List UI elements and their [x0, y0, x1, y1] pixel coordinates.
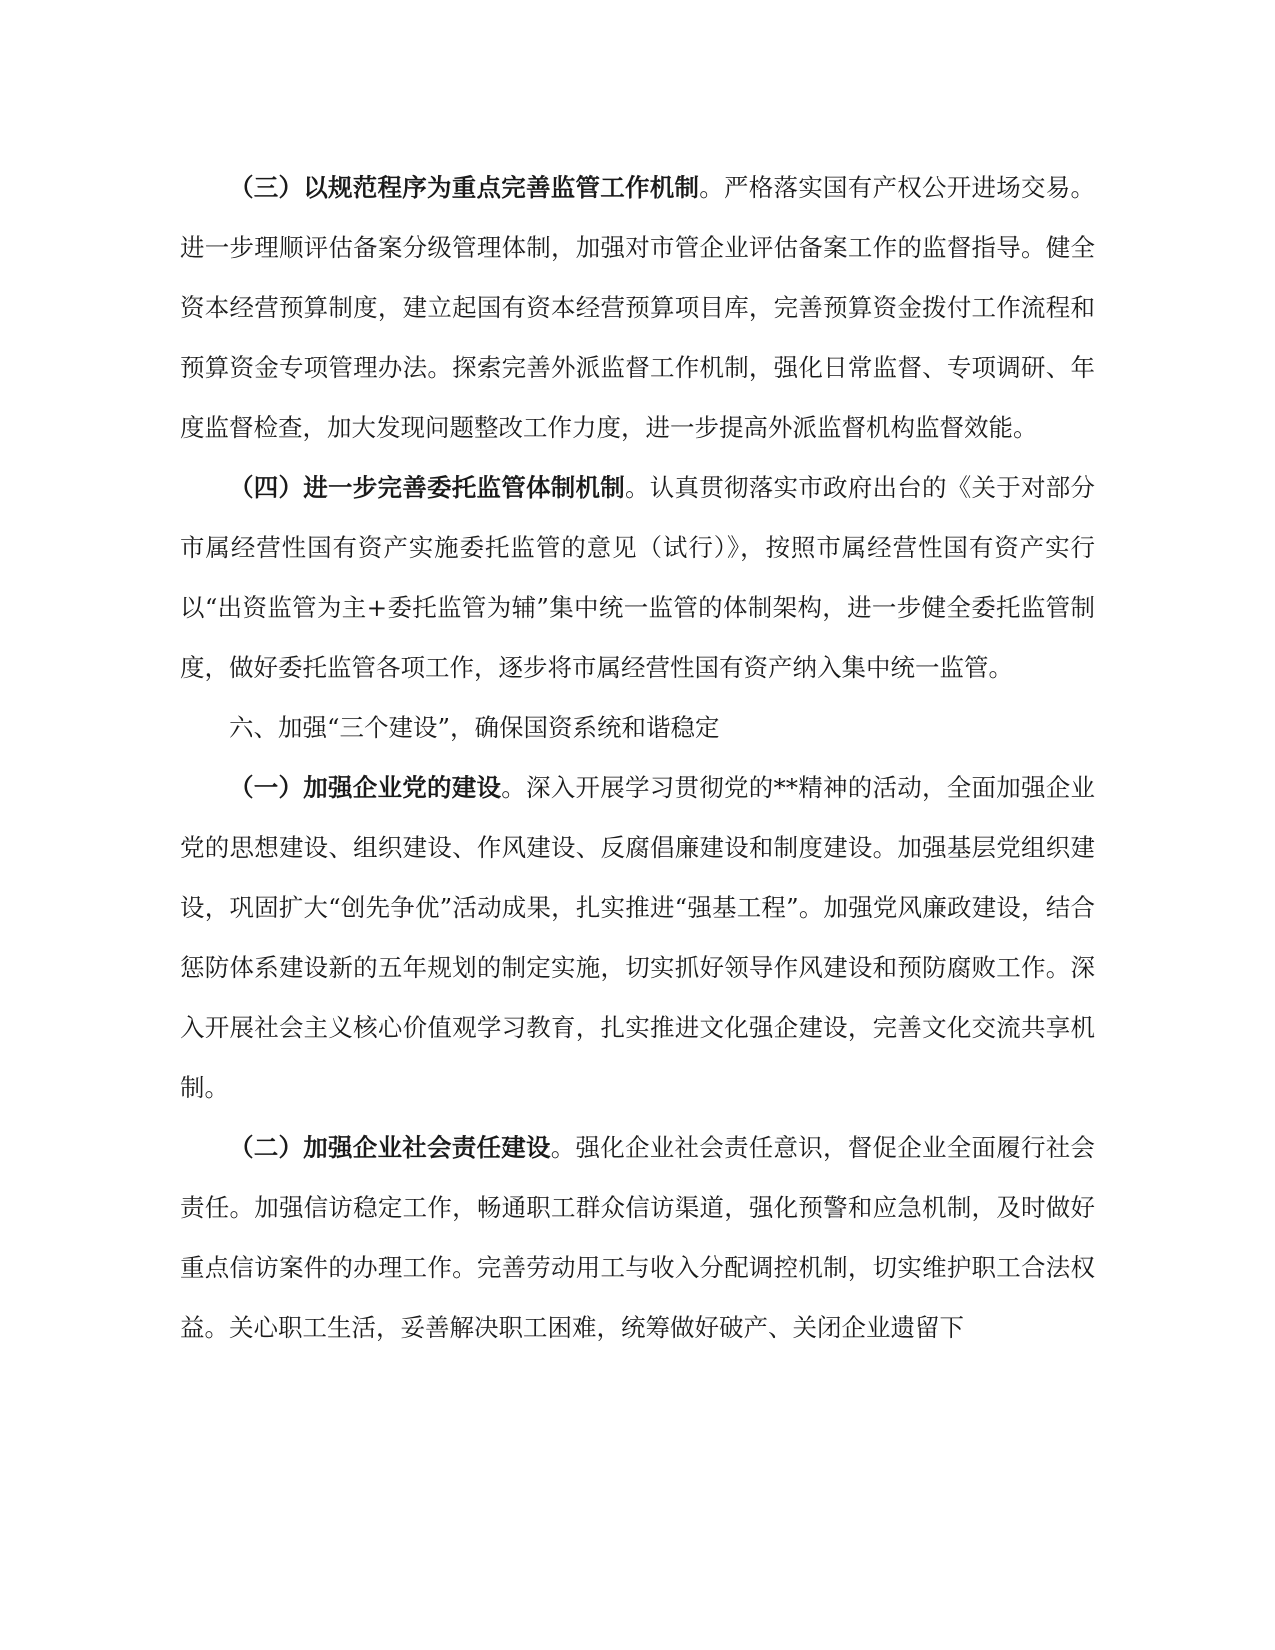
paragraph-entrusted-supervision — [180, 458, 1095, 698]
paragraph-body: 。严格落实国有产权公开进场交易。进一步理顺评估备案分级管理体制，加强对市管企业评估备案工作的监督指导。健全资本经营预算制度，建立起国有资本经营预算项目库，完善预算资金拨付工作流程和预算资金专项管理办法。探索完善外派监督工作机制，强化日常监督、专项调研、年度监督检查，加大发现问题整改工作力度，进一步提高外派监督机构监督效能。 — [180, 173, 1095, 442]
paragraph-social-responsibility — [180, 1118, 1095, 1358]
paragraph-party-building — [180, 758, 1095, 1118]
paragraph-body: 。强化企业社会责任意识，督促企业全面履行社会责任。加强信访稳定工作，畅通职工群众信访渠道，强化预警和应急机制，及时做好重点信访案件的办理工作。完善劳动用工与收入分配调控机制，切实维护职工合法权益。关心职工生活，妥善解决职工困难，统筹做好破产、关闭企业遗留下 — [180, 1133, 1095, 1342]
paragraph-lead: （四）进一步完善委托监管体制机制 — [229, 473, 625, 502]
paragraph-lead: （二）加强企业社会责任建设 — [229, 1133, 551, 1162]
paragraph-lead: （三）以规范程序为重点完善监管工作机制 — [229, 173, 700, 202]
paragraph-lead: （一）加强企业党的建设 — [229, 773, 502, 802]
section-heading: 六、加强“三个建设”，确保国资系统和谐稳定 — [229, 713, 720, 742]
paragraph-supervision-mechanism — [180, 158, 1095, 458]
paragraph-body: 。深入开展学习贯彻党的**精神的活动，全面加强企业党的思想建设、组织建设、作风建设、反腐倡廉建设和制度建设。加强基层党组织建设，巩固扩大“创先争优”活动成果，扎实推进“强基工程”。加强党风廉政建设，结合惩防体系建设新的五年规划的制定实施，切实抓好领导作风建设和预防腐败工作。深入开展社会主义核心价值观学习教育，扎实推进文化强企建设，完善文化交流共享机制。 — [180, 773, 1095, 1102]
document-page — [180, 158, 1095, 1358]
paragraph-body: 。认真贯彻落实市政府出台的《关于对部分市属经营性国有资产实施委托监管的意见（试行）》，按照市属经营性国有资产实行以“出资监管为主+委托监管为辅”集中统一监管的体制架构，进一步健全委托监管制度，做好委托监管各项工作，逐步将市属经营性国有资产纳入集中统一监管。 — [180, 473, 1095, 682]
